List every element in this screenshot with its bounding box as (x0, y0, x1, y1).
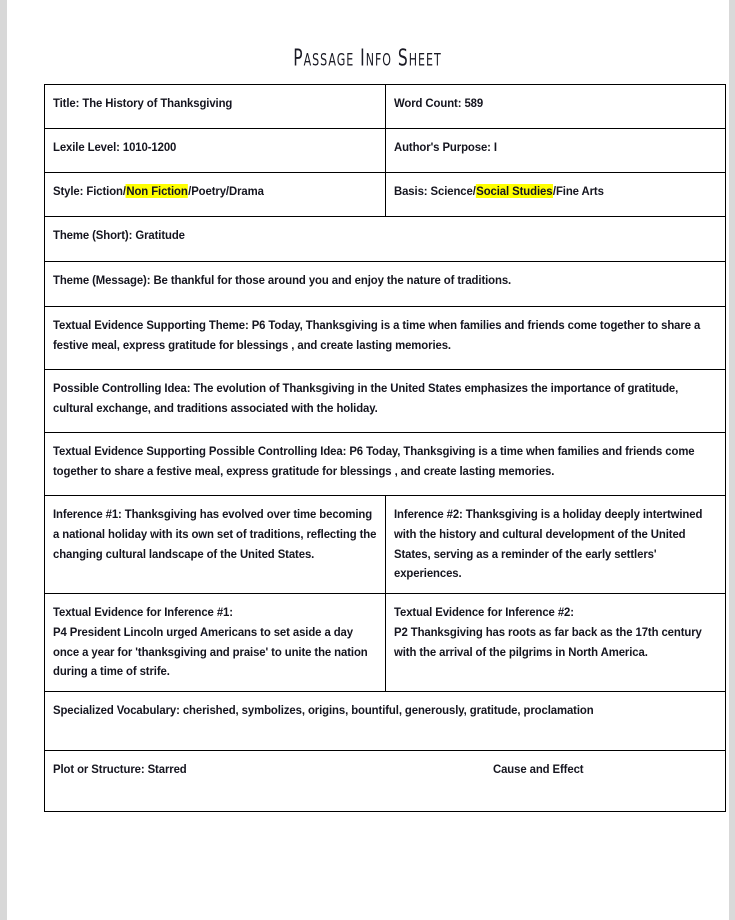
style-value (53, 182, 377, 202)
cell-authors-purpose (386, 129, 726, 173)
possible-controlling-idea-value: Possible Controlling Idea: The evolution of Thanksgiving in the United States emphasizes the importance of gratitude, cultural exchange, and traditions associated with the holiday. (53, 381, 679, 415)
cell-plot-or-structure (45, 751, 726, 812)
table-row (45, 370, 726, 433)
page-edge-right (729, 0, 735, 920)
cell-specialized-vocabulary (45, 692, 726, 751)
table-row (45, 692, 726, 751)
inference-1-value: Inference #1: Thanksgiving has evolved over time becoming a national holiday with its own set of traditions, reflecting the changing cultural landscape of the United States. (53, 507, 377, 561)
table-row (45, 262, 726, 307)
cell-lexile-level (45, 129, 386, 173)
basis-value (394, 182, 717, 202)
cell-title (45, 85, 386, 129)
cell-inference-1 (45, 496, 386, 594)
basis-prefix: Basis: Science/ (394, 184, 476, 198)
cell-style (45, 173, 386, 217)
table-row (45, 433, 726, 496)
cell-inference-2 (386, 496, 726, 594)
table-row (45, 85, 726, 129)
cell-word-count (386, 85, 726, 129)
table-row (45, 129, 726, 173)
page-edge-left (0, 0, 7, 920)
page-title: Passage Info Sheet (293, 44, 442, 71)
textual-evidence-inf1-label: Textual Evidence for Inference #1: (53, 605, 233, 620)
word-count-value: Word Count: 589 (394, 96, 484, 110)
theme-short-value: Theme (Short): Gratitude (53, 228, 185, 242)
plot-or-structure-secondary-value: Cause and Effect (493, 762, 584, 777)
basis-highlight: Social Studies (476, 184, 553, 198)
lexile-level-value: Lexile Level: 1010-1200 (53, 140, 177, 154)
table-row (45, 173, 726, 217)
inference-2-value: Inference #2: Thanksgiving is a holiday deeply intertwined with the history and cultural development of the United States, serving as a reminder of the early settlers' experiences. (394, 507, 703, 581)
basis-suffix: /Fine Arts (552, 184, 604, 198)
cell-theme-short (45, 217, 726, 262)
style-highlight: Non Fiction (126, 184, 188, 198)
title-value: Title: The History of Thanksgiving (53, 96, 233, 110)
textual-evidence-inf2-label: Textual Evidence for Inference #2: (394, 605, 574, 620)
cell-theme-message (45, 262, 726, 307)
cell-possible-controlling-idea (45, 370, 726, 433)
textual-evidence-theme-value: Textual Evidence Supporting Theme: P6 Today, Thanksgiving is a time when families and friends come together to share a festive meal, express gratitude for blessings , and create lasting memories. (53, 318, 701, 352)
table-row (45, 496, 726, 594)
cell-basis (386, 173, 726, 217)
style-prefix: Style: Fiction/ (53, 184, 126, 198)
textual-evidence-inf2-body: P2 Thanksgiving has roots as far back as the 17th century with the arrival of the pilgrims in North America. (394, 624, 702, 659)
plot-or-structure-row (53, 760, 717, 780)
cell-textual-evidence-inference-1 (45, 594, 386, 692)
textual-evidence-inf1-body: P4 President Lincoln urged Americans to set aside a day once a year for 'thanksgiving and praise' to unite the nation during a time of strife. (53, 624, 368, 679)
cell-textual-evidence-inference-2 (386, 594, 726, 692)
table-row (45, 751, 726, 812)
style-suffix: /Poetry/Drama (188, 184, 264, 198)
table-row (45, 217, 726, 262)
passage-info-table (44, 84, 726, 812)
cell-textual-evidence-pci (45, 433, 726, 496)
authors-purpose-value: Author's Purpose: I (394, 140, 497, 154)
textual-evidence-pci-value: Textual Evidence Supporting Possible Controlling Idea: P6 Today, Thanksgiving is a time when families and friends come together to share a festive meal, express gratitude for blessings , and create lasting memories. (53, 444, 695, 478)
theme-message-value: Theme (Message): Be thankful for those around you and enjoy the nature of traditions. (53, 273, 512, 287)
specialized-vocabulary-value: Specialized Vocabulary: cherished, symbolizes, origins, bountiful, generously, gratitude, proclamation (53, 703, 594, 718)
table-row (45, 594, 726, 692)
table-row (45, 307, 726, 370)
plot-or-structure-value: Plot or Structure: Starred (53, 762, 187, 777)
cell-textual-evidence-theme (45, 307, 726, 370)
